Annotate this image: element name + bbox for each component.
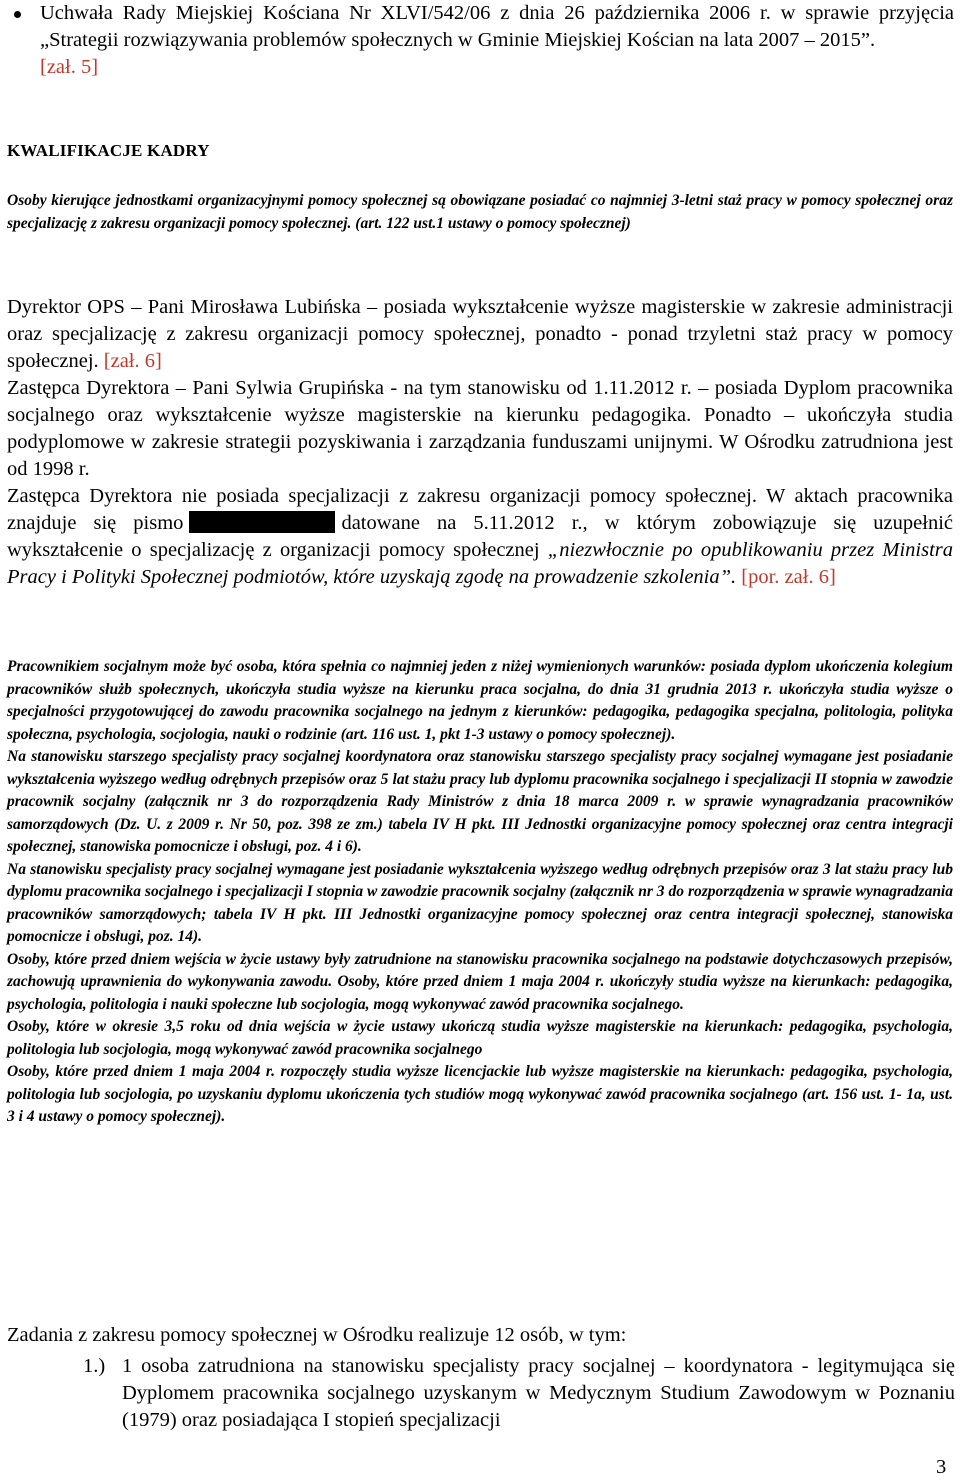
bullet-icon xyxy=(14,11,21,18)
deputy-b-start: Zastępca Dyrektora nie posiada specjalizacji z zakresu organizacji pomocy społecznej. W aktach pracownika znajduje się pismo xyxy=(7,485,953,534)
director-text: Dyrektor OPS – Pani Mirosława Lubińska – posiada wykształcenie wyższe magisterskie w zakresie administracji oraz specjalizację z zakresu organizacji pomocy społecznej, ponadto - ponad trzyletni staż pracy w pomocy społecznej. xyxy=(7,296,953,372)
deputy-paragraph-a: Zastępca Dyrektora – Pani Sylwia Grupińska - na tym stanowisku od 1.11.2012 r. – posiada Dyplom pracownika socjalnego oraz wykształcenie wyższe magisterskie na kierunku pedagogika. Ponadto – ukończyła studia podyplomowe w zakresie strategii pozyskiwania i zarządzania funduszami unijnymi. W Ośrodku zatrudniona jest od 1998 r. xyxy=(7,377,953,480)
intro-ref: (art. 122 ust.1 ustawy o pomocy społecznej) xyxy=(355,214,631,232)
deputy-paragraph-b xyxy=(7,483,953,591)
attachment-ref-por-6: [por. zał. 6] xyxy=(741,566,836,588)
qualification-paragraph: Na stanowisku starszego specjalisty pracy socjalnej koordynatora oraz stanowisku starszego specjalisty pracy socjalnej wymagane jest posiadanie wykształcenia wyższego według odrębnych przepisów oraz 5 lat stażu pracy lub dyplomu pracownika socjalnego i specjalizacji II stopnia w zawodzie pracownik socjalny (załącznik nr 3 do rozporządzenia Rady Ministrów z dnia 18 marca 2009 r. w sprawie wynagradzania pracowników samorządowych (Dz. U. z 2009 r. Nr 50, poz. 398 ze zm.) tabela IV H pkt. III Jednostki organizacyjne pomocy społecznej oraz centra integracji społecznej, stanowiska pomocnicze i obsługi, poz. 4 i 6). xyxy=(7,748,953,855)
intro-paragraph xyxy=(7,190,953,235)
redaction-box xyxy=(189,511,335,533)
deputy-b-end: datowane na 5.11.2012 r., w którym zobowiązuje się uzupełnić wykształcenie o specjalizację z organizacji pomocy społecznej xyxy=(7,512,953,561)
intro-main: Osoby kierujące jednostkami organizacyjnymi pomocy społecznej są obowiązane posiadać co najmniej 3-letni staż pracy w pomocy społecznej oraz specjalizację z zakresu organizacji pomocy społecznej. xyxy=(7,192,953,232)
section-title: KWALIFIKACJE KADRY xyxy=(7,141,210,160)
list-item-text: 1 osoba zatrudniona na stanowisku specjalisty pracy socjalnej – koordynatora - legitymująca się Dyplomem pracownika socjalnego uzyskanym w Medycznym Studium Zawodowym w Poznaniu (1979) oraz posiadająca I stopień specjalizacji xyxy=(122,1355,955,1431)
qualifications-section xyxy=(7,656,953,1129)
qualification-paragraph: Osoby, które przed dniem 1 maja 2004 r. rozpoczęły studia wyższe licencjackie lub wyższe magisterskie na kierunkach: pedagogika, psychologia, politologia lub socjologia, po uzyskaniu dyplomu ukończenia tych studiów mogą wykonywać zawód pracownika socjalnego (art. 156 ust. 1- 1a, ust. 3 i 4 ustawy o pomocy społecznej). xyxy=(7,1063,953,1125)
resolution-title: Uchwała Rady Miejskiej Kościana Nr XLVI/542/06 z dnia 26 października 2006 r. w sprawie przyjęcia „Strategii rozwiązywania problemów społecznych w Gminie Miejskiej Kościan na lata 2007 – 2015”. xyxy=(40,2,954,51)
tasks-list xyxy=(83,1353,955,1434)
tasks-intro: Zadania z zakresu pomocy społecznej w Ośrodku realizuje 12 osób, w tym: xyxy=(7,1324,627,1346)
qualification-paragraph: Osoby, które przed dniem wejścia w życie ustawy były zatrudnione na stanowisku pracownika socjalnego na podstawie dotychczasowych przepisów, zachowują uprawnienia do wykonywania zawodu. Osoby, które przed dniem 1 maja 2004 r. ukończyły studia wyższe na kierunkach: pedagogika, psychologia, politologia i nauki społeczne lub socjologia, mogą wykonywać zawód pracownika socjalnego. xyxy=(7,950,953,1013)
attachment-ref-5: [zał. 5] xyxy=(40,56,99,78)
list-item-number: 1.) xyxy=(83,1355,106,1377)
qualification-paragraph: Na stanowisku specjalisty pracy socjalnej wymagane jest posiadanie wykształcenia wyższego według odrębnych przepisów oraz 3 lat stażu pracy lub dyplomu pracownika socjalnego i specjalizacji I stopnia w zawodzie pracownik socjalny (załącznik nr 3 do rozporządzenia w sprawie wynagradzania pracowników samorządowych; tabela IV H pkt. III Jednostki organizacyjne pomocy społecznej oraz centra integracji społecznej, stanowiska pomocnicze i obsługi, poz. 14). xyxy=(7,860,953,945)
attachment-ref-6: [zał. 6] xyxy=(103,350,162,372)
director-paragraph xyxy=(7,294,953,375)
page-number: 3 xyxy=(936,1456,947,1478)
header-text xyxy=(40,0,954,81)
director-section xyxy=(7,294,953,591)
qualification-paragraph: Osoby, które w okresie 3,5 roku od dnia wejścia w życie ustawy ukończą studia wyższe magisterskie na kierunkach: pedagogika, psychologia, politologia lub socjologia, mogą wykonywać zawód pracownika socjalnego xyxy=(7,1018,953,1058)
deputy-b-quote: „niezwłocznie po opublikowaniu przez Ministra Pracy i Polityki Społecznej podmiotów, które uzyskają zgodę na prowadzenie szkolenia”. xyxy=(7,539,953,588)
qualification-paragraph: Pracownikiem socjalnym może być osoba, która spełnia co najmniej jeden z niżej wymienionych warunków: posiada dyplom ukończenia kolegium pracowników służb społecznych, ukończyła studia wyższe na kierunku praca socjalna, do dnia 31 grudnia 2013 r. ukończyła studia wyższe o specjalności przygotowującej do zawodu pracownika socjalnego na jednym z kierunków: pedagogika, pedagogika specjalna, politologia, polityka społeczna, psychologia, socjologia, nauki o rodzinie (art. 116 ust. 1, pkt 1-3 ustawy o pomocy społecznej). xyxy=(7,658,953,743)
header-bullet xyxy=(6,0,954,81)
list-item xyxy=(83,1353,955,1434)
